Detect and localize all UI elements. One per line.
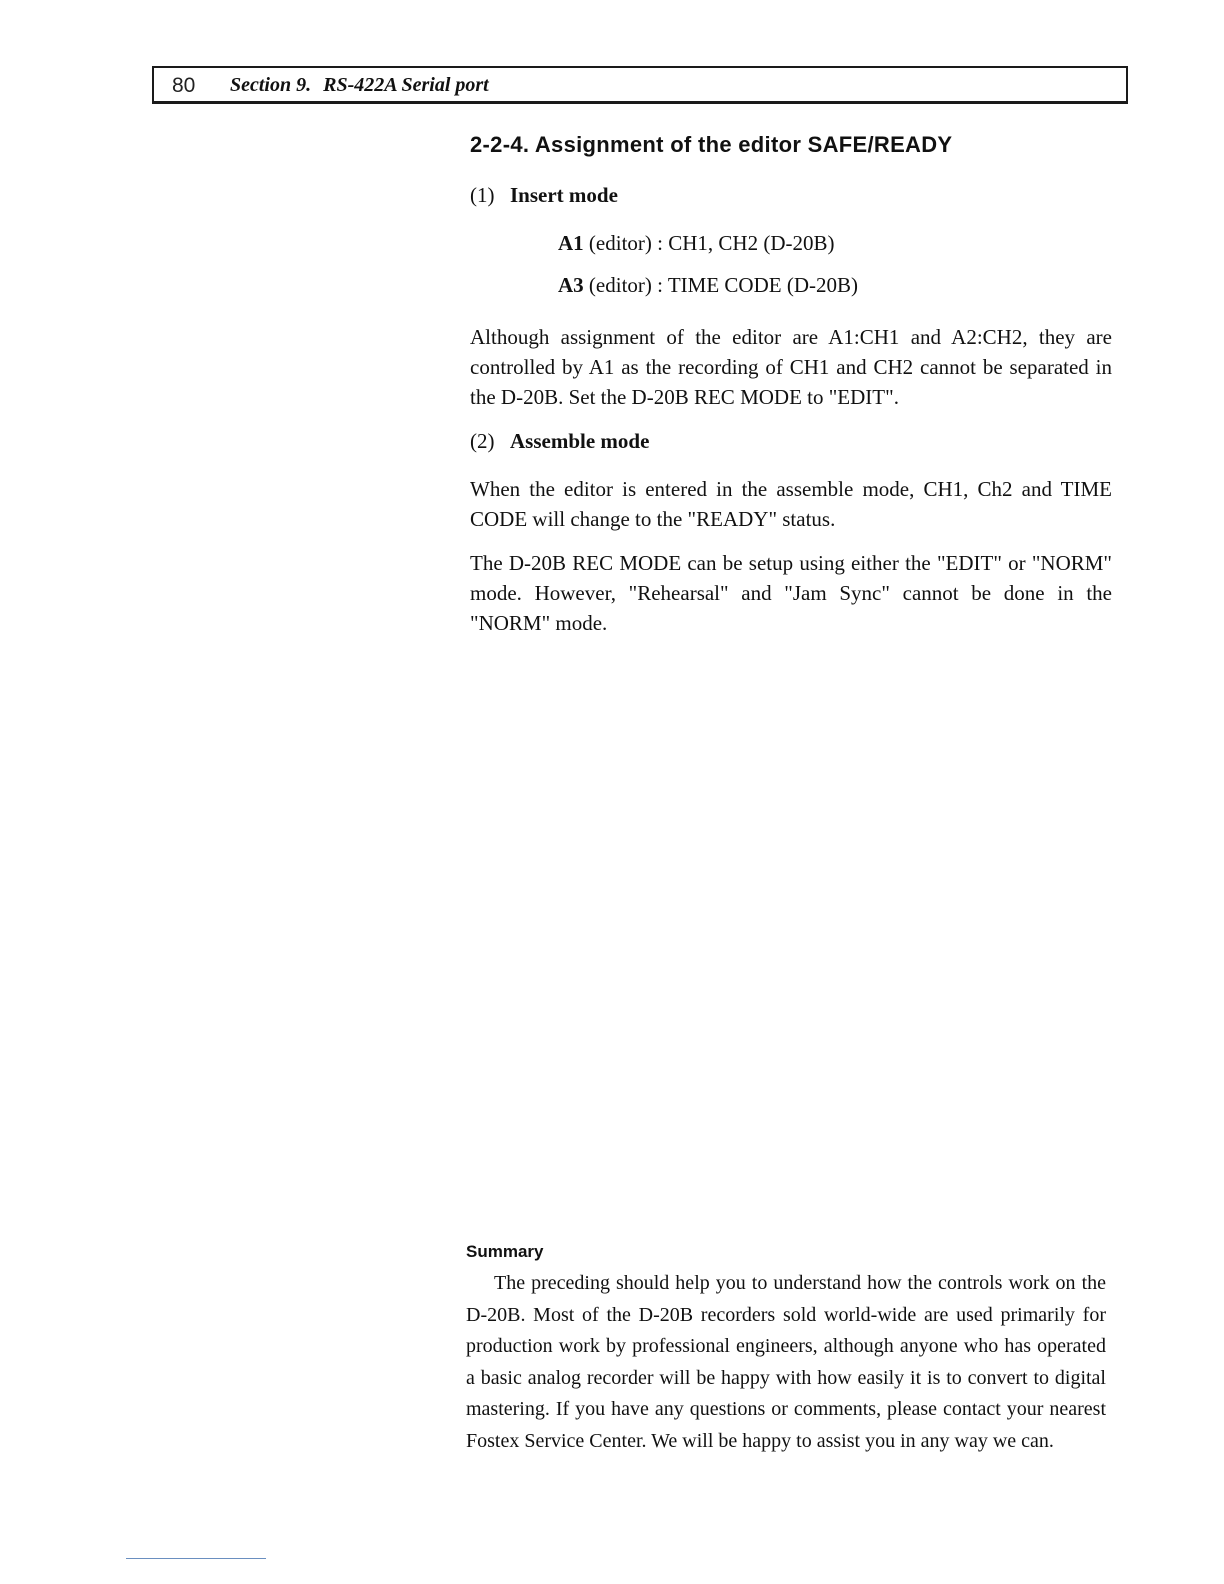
- rec-mode-paragraph: The D-20B REC MODE can be setup using either the "EDIT" or "NORM" mode. However, "Rehearsal" and "Jam Sync" cannot be done in the "NORM" mode.: [470, 551, 1112, 635]
- assignment-a1: [558, 228, 1112, 258]
- insert-mode-paragraph: Although assignment of the editor are A1:CH1 and A2:CH2, they are controlled by A1 as the recording of CH1 and CH2 cannot be separated in the D-20B. Set the D-20B REC MODE to "EDIT".: [470, 325, 1112, 409]
- assemble-mode-number: (2): [470, 429, 495, 453]
- assignment-a3-value: (editor) : TIME CODE (D-20B): [588, 273, 858, 297]
- summary-text: The preceding should help you to understand how the controls work on the D-20B. Most of the D-20B recorders sold world-wide are used primarily for production work by professional engineers, although anyone who has operated a basic analog recorder will be happy with how easily it is to convert to digital mastering. If you have any questions or comments, please contact your nearest Fostex Service Center. We will be happy to assist you in any way we can.: [466, 1272, 1106, 1452]
- summary-title: Summary: [466, 1242, 544, 1261]
- section-label: [230, 74, 489, 97]
- insert-mode-number: (1): [470, 183, 495, 207]
- assignment-a3-key: A3: [558, 273, 584, 297]
- page-number: 80: [172, 74, 196, 97]
- section-number: Section 9.: [230, 74, 312, 96]
- insert-mode-heading: [470, 180, 1112, 210]
- summary-block: [466, 1240, 1106, 1457]
- assemble-mode-heading: [470, 426, 1112, 456]
- assignment-a1-key: A1: [558, 231, 584, 255]
- assemble-mode-paragraph: When the editor is entered in the assemble mode, CH1, Ch2 and TIME CODE will change to the "READY" status.: [470, 477, 1112, 531]
- page-header: [152, 66, 1128, 104]
- section-title: RS-422A Serial port: [323, 74, 489, 96]
- assignment-a1-value: (editor) : CH1, CH2 (D-20B): [588, 231, 835, 255]
- insert-mode-label: Insert mode: [510, 183, 618, 207]
- assemble-mode-label: Assemble mode: [510, 429, 650, 453]
- footer-rule: [126, 1558, 266, 1559]
- assignment-a3: [558, 270, 1112, 300]
- main-content: [470, 130, 1112, 652]
- section-heading: 2-2-4. Assignment of the editor SAFE/READY: [470, 132, 953, 157]
